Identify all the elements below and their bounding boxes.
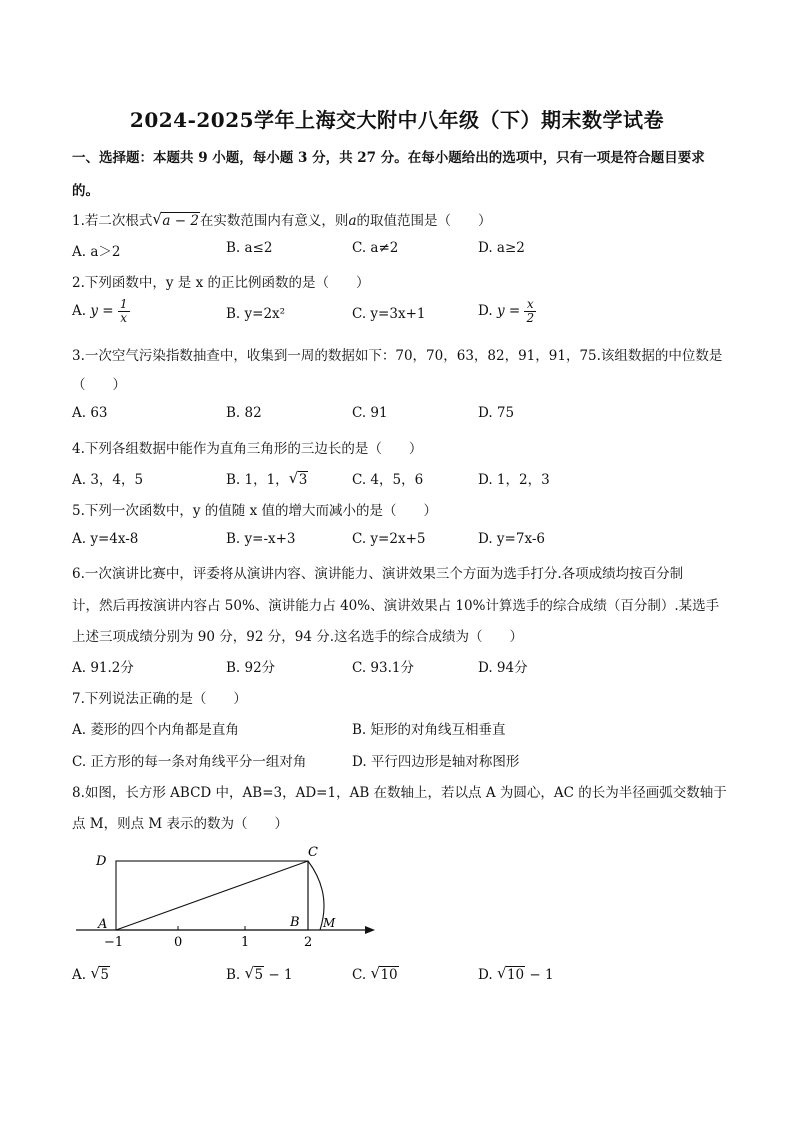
q1-option-c[interactable]: C. a≠2 (352, 240, 399, 256)
question-6-line2: 计，然后再按演讲内容占 50%、演讲能力占 40%、演讲效果占 10%计算选手的综合成绩（百分制）.某选手 (72, 598, 720, 614)
section-instruction-line1: 一、选择题：本题共 9 小题，每小题 3 分，共 27 分。在每小题给出的选项中，只有一项是符合题目要求 (72, 150, 705, 166)
question-8-line2: 点 M，则点 M 表示的数为（ ） (72, 816, 289, 832)
q1-option-a[interactable]: A. a＞2 (72, 244, 121, 260)
q8-option-a[interactable]: A. √ 5 (72, 964, 109, 983)
arc-cm (308, 861, 324, 930)
tick-label-2: 2 (304, 935, 313, 950)
q6-option-a[interactable]: A. 91.2分 (72, 660, 134, 676)
q3-option-b[interactable]: B. 82 (226, 405, 262, 421)
question-7-stem: 7.下列说法正确的是（ ） (72, 691, 247, 707)
question-8-line1: 8.如图，长方形 ABCD 中，AB=3，AD=1，AB 在数轴上，若以点 A 为圆心，AC 的长为半径画弧交数轴于 (72, 785, 727, 801)
question-6-line1: 6.一次演讲比赛中，评委将从演讲内容、演讲能力、演讲效果三个方面为选手打分.各项成绩均按百分制 (72, 566, 684, 582)
q1-stem-before: 1.若二次根式 (72, 213, 153, 229)
q5-option-d[interactable]: D. y=7x-6 (478, 531, 545, 547)
label-d: D (96, 854, 107, 869)
tick-label-neg1: −1 (104, 935, 124, 950)
q1-stem-end: 的取值范围是（ ） (356, 213, 492, 229)
q1-option-d[interactable]: D. a≥2 (478, 240, 525, 256)
question-4-stem: 4.下列各组数据中能作为直角三角形的三边长的是（ ） (72, 441, 423, 457)
q6-option-c[interactable]: C. 93.1分 (352, 660, 414, 676)
q4-option-d[interactable]: D. 1，2，3 (478, 472, 550, 488)
q2-option-c[interactable]: C. y=3x+1 (352, 306, 426, 322)
tick-label-1: 1 (241, 935, 250, 950)
page-title: 2024-2025学年上海交大附中八年级（下）期末数学试卷 (129, 108, 665, 132)
q1-option-b[interactable]: B. a≤2 (226, 240, 273, 256)
q4-option-a[interactable]: A. 3，4，5 (72, 472, 144, 488)
q5-option-a[interactable]: A. y=4x-8 (72, 531, 139, 547)
question-3-stem: 3.一次空气污染指数抽查中，收集到一周的数据如下：70，70，63，82，91，91，75.该组数据的中位数是 (72, 348, 723, 364)
q4-option-c[interactable]: C. 4，5，6 (352, 472, 424, 488)
q7-option-b[interactable]: B. 矩形的对角线互相垂直 (352, 722, 506, 738)
q6-option-d[interactable]: D. 94分 (478, 660, 528, 676)
q8-figure (70, 838, 390, 953)
q7-option-c[interactable]: C. 正方形的每一条对角线平分一组对角 (72, 754, 307, 770)
diagonal-ac (116, 861, 308, 930)
question-3-stem-line2: （ ） (72, 377, 126, 393)
question-2-stem: 2.下列函数中，y 是 x 的正比例函数的是（ ） (72, 275, 370, 291)
q8-option-d[interactable]: D. √ 10 − 1 (478, 964, 554, 983)
q2-option-a[interactable]: A. y = $\frac{1}{x}$ (72, 297, 128, 325)
label-m: M (323, 916, 336, 930)
q7-option-a[interactable]: A. 菱形的四个内角都是直角 (72, 722, 239, 738)
axis-arrow-icon (365, 926, 375, 934)
q6-option-b[interactable]: B. 92分 (226, 660, 276, 676)
q2-option-d[interactable]: D. y = $\frac{x}{2}$ (478, 297, 535, 325)
q8-option-b[interactable]: B. √ 5 − 1 (226, 964, 293, 983)
label-a: A (98, 917, 108, 932)
tick-label-0: 0 (174, 935, 183, 950)
q4-option-b[interactable]: B. 1，1， √ 3 (226, 469, 308, 488)
q1-radical: √ a − 2 (152, 210, 199, 229)
section-instruction-line2: 的。 (72, 183, 99, 199)
q5-option-c[interactable]: C. y=2x+5 (352, 531, 426, 547)
q5-option-b[interactable]: B. y=-x+3 (226, 531, 296, 547)
q1-var: a (348, 213, 357, 229)
question-5-stem: 5.下列一次函数中，y 的值随 x 值的增大而减小的是（ ） (72, 503, 437, 519)
q3-option-c[interactable]: C. 91 (352, 405, 388, 421)
q7-option-d[interactable]: D. 平行四边形是轴对称图形 (352, 754, 520, 770)
q8-option-c[interactable]: C. √ 10 (352, 964, 398, 983)
label-b: B (290, 915, 300, 930)
q3-option-d[interactable]: D. 75 (478, 405, 515, 421)
q3-option-a[interactable]: A. 63 (72, 405, 108, 421)
question-1-stem (72, 209, 492, 229)
question-6-line3: 上述三项成绩分别为 90 分，92 分，94 分.这名选手的综合成绩为（ ） (72, 629, 523, 645)
q1-stem-after: 在实数范围内有意义，则 (199, 213, 349, 229)
q2-option-b[interactable]: B. y=2x² (226, 306, 286, 322)
label-c: C (308, 845, 318, 860)
